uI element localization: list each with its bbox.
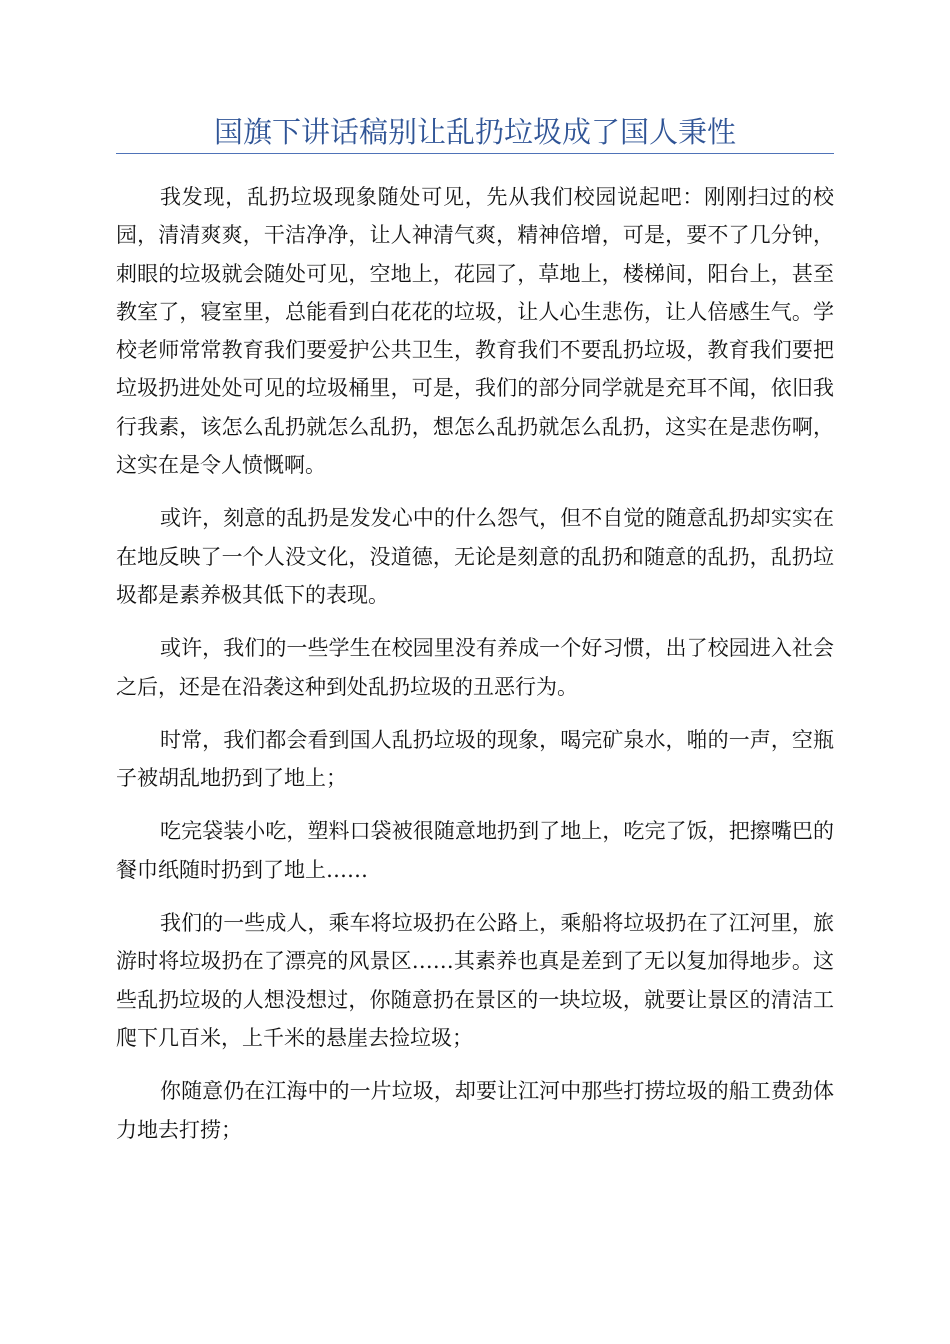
document-body	[116, 178, 834, 1164]
document-title: 国旗下讲话稿别让乱扔垃圾成了国人秉性	[213, 115, 736, 149]
paragraph-3: 或许，我们的一些学生在校园里没有养成一个好习惯，出了校园进入社会之后，还是在沿袭这种到处乱扔垃圾的丑恶行为。	[116, 636, 834, 699]
paragraph-7: 你随意仍在江海中的一片垃圾，却要让江河中那些打捞垃圾的船工费劲体力地去打捞；	[116, 1079, 834, 1142]
paragraph-6: 我们的一些成人，乘车将垃圾扔在公路上，乘船将垃圾扔在了江河里，旅游时将垃圾扔在了漂亮的风景区……其素养也真是差到了无以复加得地步。这些乱扔垃圾的人想没想过，你随意扔在景区的一块垃圾，就要让景区的清洁工爬下几百米，上千米的悬崖去捡垃圾；	[116, 911, 834, 1050]
title-underline-rule	[116, 153, 834, 154]
paragraph-1: 我发现，乱扔垃圾现象随处可见，先从我们校园说起吧：刚刚扫过的校园，清清爽爽，干洁净净，让人神清气爽，精神倍增，可是，要不了几分钟，刺眼的垃圾就会随处可见，空地上，花园了，草地上，楼梯间，阳台上，甚至教室了，寝室里，总能看到白花花的垃圾，让人心生悲伤，让人倍感生气。学校老师常常教育我们要爱护公共卫生，教育我们不要乱扔垃圾，教育我们要把垃圾扔进处处可见的垃圾桶里，可是，我们的部分同学就是充耳不闻，依旧我行我素，该怎么乱扔就怎么乱扔，想怎么乱扔就怎么乱扔，这实在是悲伤啊，这实在是令人愤慨啊。	[116, 185, 834, 478]
paragraph-2: 或许，刻意的乱扔是发发心中的什么怨气，但不自觉的随意乱扔却实实在在地反映了一个人没文化，没道德，无论是刻意的乱扔和随意的乱扔，乱扔垃圾都是素养极其低下的表现。	[116, 506, 834, 607]
paragraph-4: 时常，我们都会看到国人乱扔垃圾的现象，喝完矿泉水，啪的一声，空瓶子被胡乱地扔到了地上；	[116, 727, 834, 791]
paragraph-5: 吃完袋装小吃，塑料口袋被很随意地扔到了地上，吃完了饭，把擦嘴巴的餐巾纸随时扔到了地上……	[116, 819, 834, 882]
